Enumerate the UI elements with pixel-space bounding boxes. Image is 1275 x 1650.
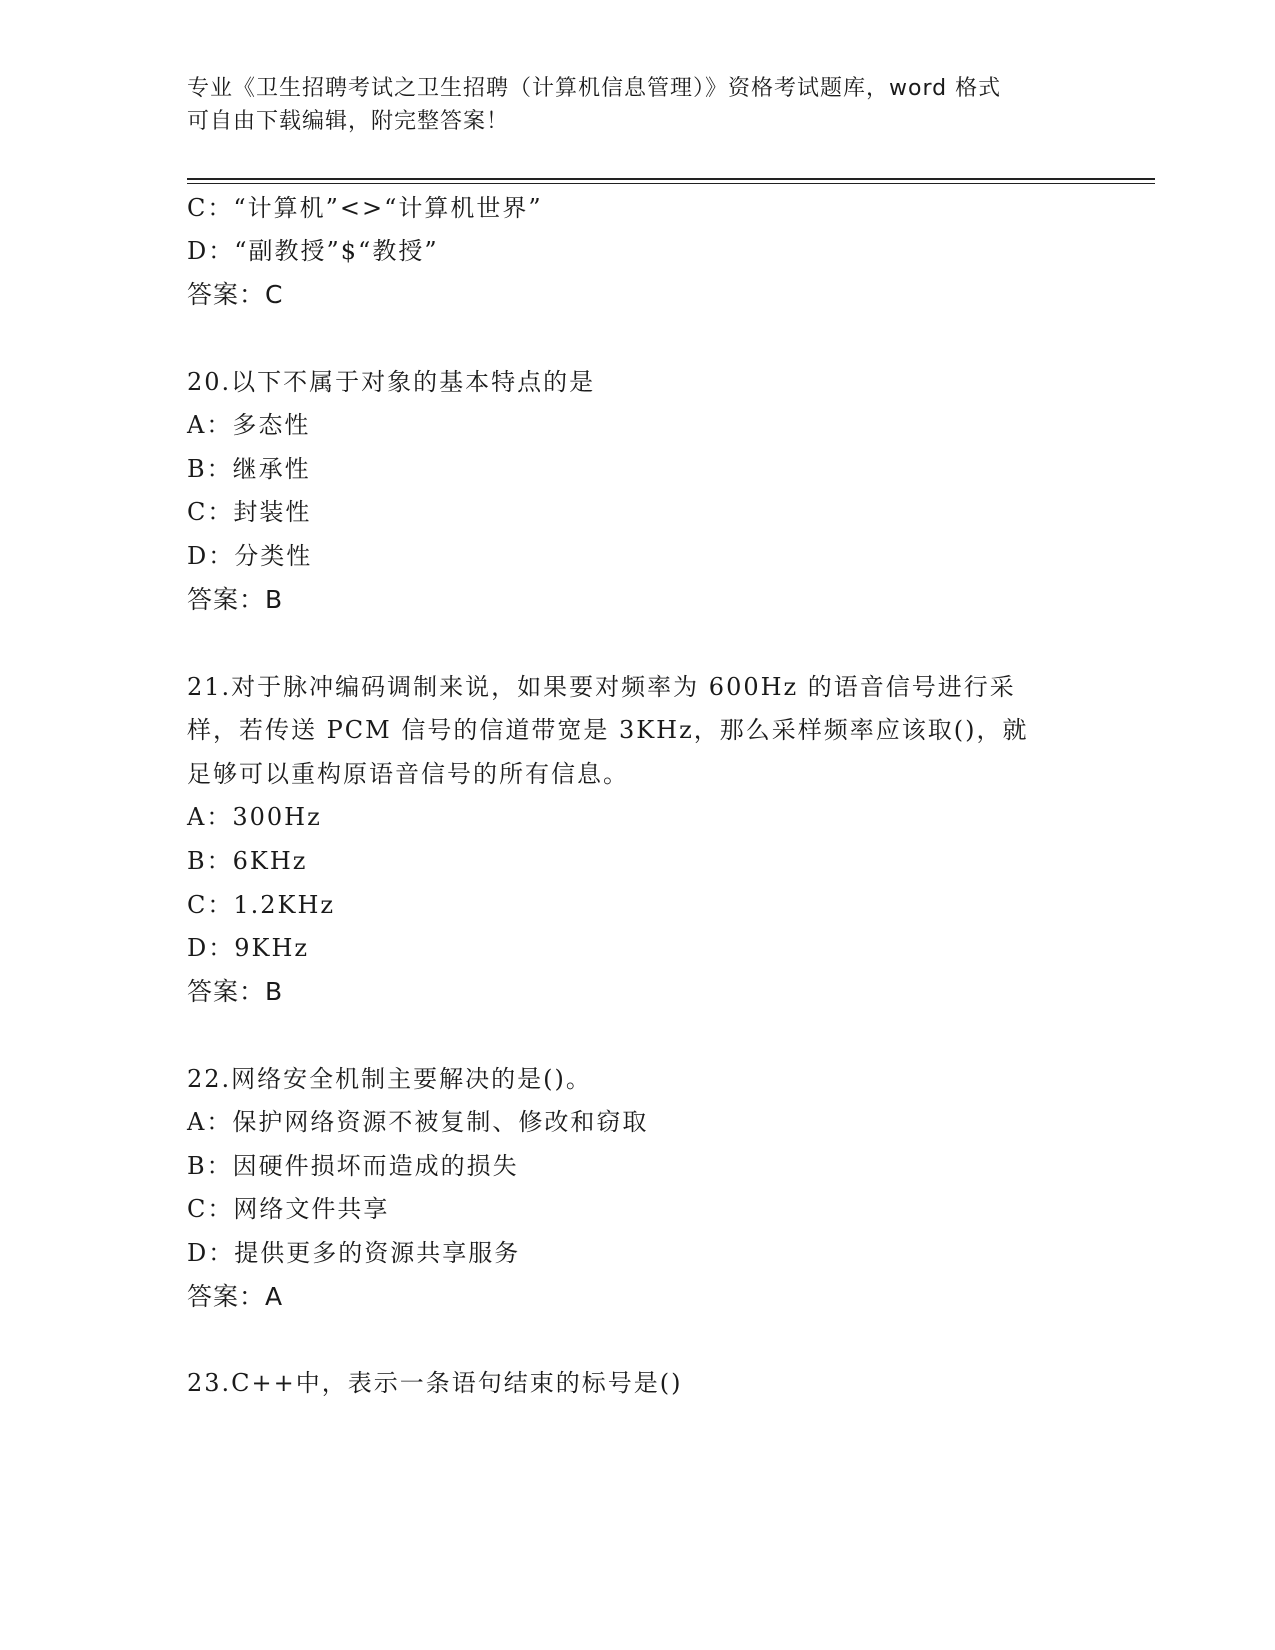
q23-stem: 23.C++中，表示一条语句结束的标号是() [187, 1369, 683, 1397]
q22-option-b: B：因硬件损坏而造成的损失 [187, 1152, 519, 1180]
q21-option-b: B：6KHz [187, 847, 308, 875]
q21-answer: 答案：B [187, 977, 284, 1006]
q20-option-b: B：继承性 [187, 455, 311, 483]
q22-option-d: D：提供更多的资源共享服务 [187, 1239, 521, 1267]
q21-option-d: D：9KHz [187, 934, 310, 962]
q20-answer: 答案：B [187, 585, 284, 614]
header-divider-thin [187, 183, 1155, 184]
q20-option-a: A：多态性 [187, 411, 311, 439]
q21-option-c: C：1.2KHz [187, 891, 336, 919]
document-header [187, 72, 1067, 138]
q19-answer: 答案：C [187, 280, 284, 309]
q20-option-d: D：分类性 [187, 542, 313, 570]
q22-option-c: C：网络文件共享 [187, 1195, 390, 1223]
q22-stem: 22.网络安全机制主要解决的是()。 [187, 1065, 592, 1093]
q19-option-d: D：“副教授”$“教授” [187, 237, 439, 265]
q20-option-c: C：封装性 [187, 498, 312, 526]
header-divider-thick [187, 178, 1155, 180]
q21-stem-line-1: 21.对于脉冲编码调制来说，如果要对频率为 600Hz 的语音信号进行采 [187, 673, 1016, 701]
q22-option-a: A：保护网络资源不被复制、修改和窃取 [187, 1108, 649, 1136]
q20-stem: 20.以下不属于对象的基本特点的是 [187, 368, 596, 396]
q19-option-c: C：“计算机”<>“计算机世界” [187, 194, 543, 222]
header-line-1: 专业《卫生招聘考试之卫生招聘（计算机信息管理）》资格考试题库，word 格式 [187, 76, 1002, 101]
q21-option-a: A：300Hz [187, 803, 322, 831]
q21-stem-line-3: 足够可以重构原语音信号的所有信息。 [187, 760, 629, 788]
q21-stem-line-2: 样，若传送 PCM 信号的信道带宽是 3KHz，那么采样频率应该取()，就 [187, 716, 1029, 744]
header-line-2: 可自由下载编辑，附完整答案！ [187, 109, 510, 134]
q22-answer: 答案：A [187, 1282, 284, 1311]
